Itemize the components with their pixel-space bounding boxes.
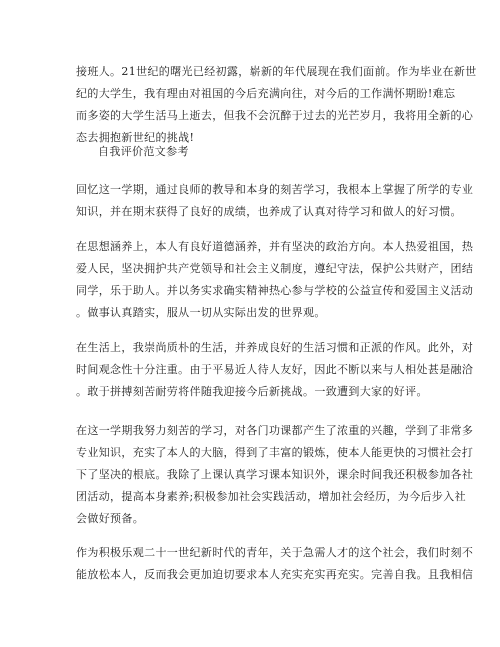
text-line: 作为积极乐观二十一世纪新时代的青年，关于急需人才的这个社会，我们时刻不 xyxy=(76,546,474,559)
text-line: 在生活上，我崇尚质朴的生活，并养成良好的生活习惯和正派的作风。此外，对 xyxy=(76,341,474,354)
paragraph-review xyxy=(76,179,474,223)
paragraph-youth xyxy=(76,542,474,586)
text-line: 回忆这一学期，通过良师的教导和本身的刻苦学习，我根本上掌握了所学的专业 xyxy=(76,183,474,196)
text-line: 爱人民，坚决拥护共产党领导和社会主义制度，遵纪守法，保护公共财产，团结 xyxy=(76,262,474,275)
intro-paragraph xyxy=(76,61,477,149)
text-line: 。做事认真踏实，服从一切从实际出发的世界观。 xyxy=(76,306,326,319)
section-title: 自我评价范文参考 xyxy=(98,145,189,158)
text-line: 能放松本人，反而我会更加迫切要求本人充实充实再充实。完善自我。且我相信 xyxy=(76,568,474,581)
text-line: 知识，并在期末获得了良好的成绩，也养成了认真对待学习和做人的好习惯。 xyxy=(76,205,462,218)
text-line: 时间观念性十分注重。由于平易近人待人友好，因此不断以来与人相处甚是融洽 xyxy=(76,363,474,376)
text-line: 同学，乐于助人。并以务实求确实精神热心参与学校的公益宣传和爱国主义活动 xyxy=(76,284,474,297)
text-line: 会做好预备。 xyxy=(76,512,145,525)
paragraph-ideology xyxy=(76,236,474,324)
text-line: 专业知识，充实了本人的大脑，得到了丰富的锻炼，使本人能更快的习惯社会打 xyxy=(76,446,474,459)
text-line: 纪的大学生，我有理由对祖国的今后充满向往，对今后的工作满怀期盼!难忘 xyxy=(76,87,456,100)
text-line: 而多姿的大学生活马上逝去，但我不会沉醉于过去的光芒岁月，我将用全新的心 xyxy=(76,109,474,122)
text-line: 团活动，提高本身素养;积极参加社会实践活动，增加社会经历，为今后步入社 xyxy=(76,490,466,503)
text-line: 。敢于拼搏刻苦耐劳将伴随我迎接今后新挑战。一致遭到大家的好评。 xyxy=(76,385,428,398)
text-line: 在这一学期我努力刻苦的学习，对各门功课都产生了浓重的兴趣，学到了非常多 xyxy=(76,424,474,437)
text-line: 下了坚决的根底。我除了上课认真学习课本知识外，课余时间我还积极参加各社 xyxy=(76,468,474,481)
text-line: 态去拥抱新世纪的挑战! xyxy=(76,131,195,144)
paragraph-study xyxy=(76,420,474,530)
paragraph-life xyxy=(76,337,474,403)
text-line: 接班人。21世纪的曙光已经初露，崭新的年代展现在我们面前。作为毕业在新世 xyxy=(76,65,477,78)
text-line: 在思想涵养上，本人有良好道德涵养，并有坚决的政治方向。本人热爱祖国，热 xyxy=(76,240,474,253)
